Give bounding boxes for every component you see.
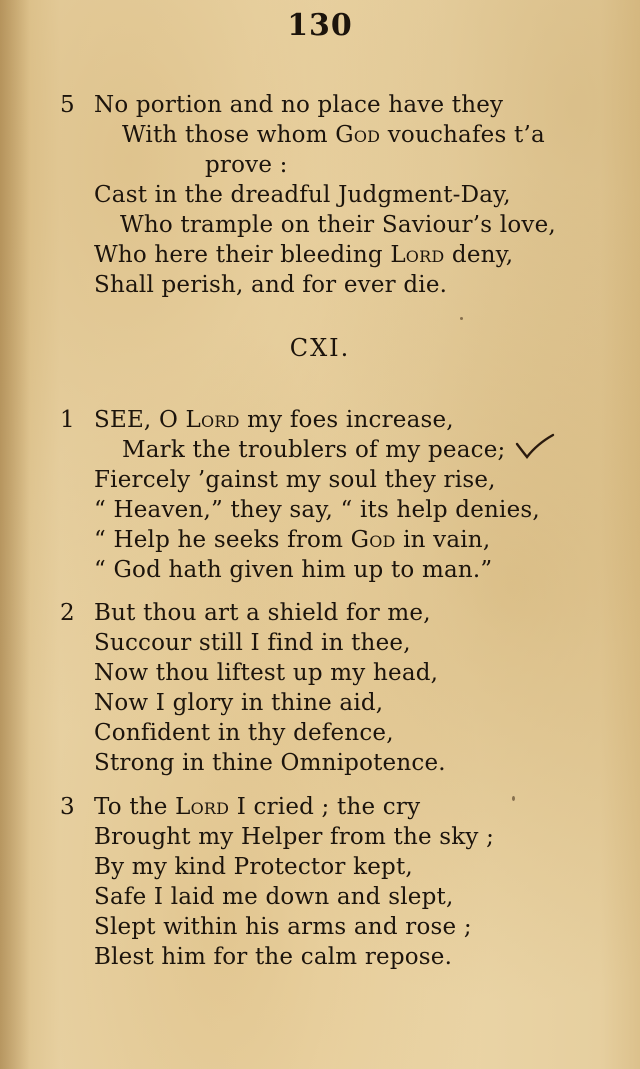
line-text: Blest him for the calm repose. — [94, 944, 453, 970]
stanza-number: 5 — [60, 92, 75, 118]
verse-line — [0, 942, 640, 972]
divine-name: God — [350, 527, 396, 553]
line-text: Fiercely ’gainst my soul they rise, — [94, 467, 496, 493]
divine-name: Lord — [390, 242, 445, 268]
line-text: Who trample on their Saviour’s love, — [120, 212, 556, 238]
line-text: Shall perish, and for ever die. — [94, 272, 448, 298]
verse-line — [0, 748, 640, 778]
divine-name: Lord — [175, 794, 230, 820]
verse-line — [0, 912, 640, 942]
stanza-number: 2 — [60, 600, 75, 626]
verse-line — [0, 270, 640, 300]
verse-line — [0, 90, 640, 120]
line-text: Now I glory in thine aid, — [94, 690, 384, 716]
verse-line — [0, 525, 640, 555]
line-text: No portion and no place have they — [94, 92, 504, 118]
line-text: With those whom God vouchafes t’a — [122, 122, 545, 148]
line-text: SEE, O Lord my foes increase, — [94, 407, 454, 433]
line-text: “ God hath given him up to man.” — [94, 557, 493, 583]
verse-line — [0, 240, 640, 270]
ink-speck — [512, 796, 515, 801]
line-text: Succour still I find in thee, — [94, 630, 411, 656]
line-text: “ Help he seeks from God in vain, — [94, 527, 491, 553]
line-text: Cast in the dreadful Judgment-Day, — [94, 182, 511, 208]
divine-name: Lord — [185, 407, 240, 433]
line-text: Who here their bleeding Lord deny, — [94, 242, 514, 268]
verse-line — [0, 598, 640, 628]
line-text: Mark the troublers of my peace; — [122, 437, 506, 463]
verse-line — [0, 555, 640, 585]
verse-line — [0, 688, 640, 718]
page-number: 130 — [287, 8, 353, 43]
verse-line — [0, 658, 640, 688]
ink-speck — [460, 317, 463, 320]
line-text: Strong in thine Omnipotence. — [94, 750, 446, 776]
stanza-number: 3 — [60, 794, 75, 820]
line-text: Now thou liftest up my head, — [94, 660, 439, 686]
stanza-2 — [0, 598, 640, 778]
hymn-heading: CXI. — [289, 334, 351, 362]
verse-line — [0, 822, 640, 852]
line-text: “ Heaven,” they say, “ its help denies, — [94, 497, 540, 523]
verse-line — [0, 628, 640, 658]
line-text: prove : — [205, 152, 288, 178]
handwritten-tick-mark — [515, 432, 555, 460]
line-text: Slept within his arms and rose ; — [94, 914, 472, 940]
verse-line — [0, 150, 640, 180]
verse-line — [0, 465, 640, 495]
line-text: Brought my Helper from the sky ; — [94, 824, 495, 850]
stanza-5 — [0, 90, 640, 300]
verse-line — [0, 180, 640, 210]
line-text: Confident in thy defence, — [94, 720, 394, 746]
stanza-number: 1 — [60, 407, 75, 433]
divine-name: God — [335, 122, 381, 148]
verse-line — [0, 210, 640, 240]
verse-line — [0, 792, 640, 822]
verse-line — [0, 882, 640, 912]
verse-line — [0, 718, 640, 748]
verse-line — [0, 495, 640, 525]
line-text: To the Lord I cried ; the cry — [94, 794, 421, 820]
line-text: Safe I laid me down and slept, — [94, 884, 454, 910]
stanza-3 — [0, 792, 640, 972]
line-text: By my kind Protector kept, — [94, 854, 413, 880]
verse-line — [0, 120, 640, 150]
line-text: But thou art a shield for me, — [94, 600, 431, 626]
verse-line — [0, 405, 640, 435]
verse-line — [0, 852, 640, 882]
